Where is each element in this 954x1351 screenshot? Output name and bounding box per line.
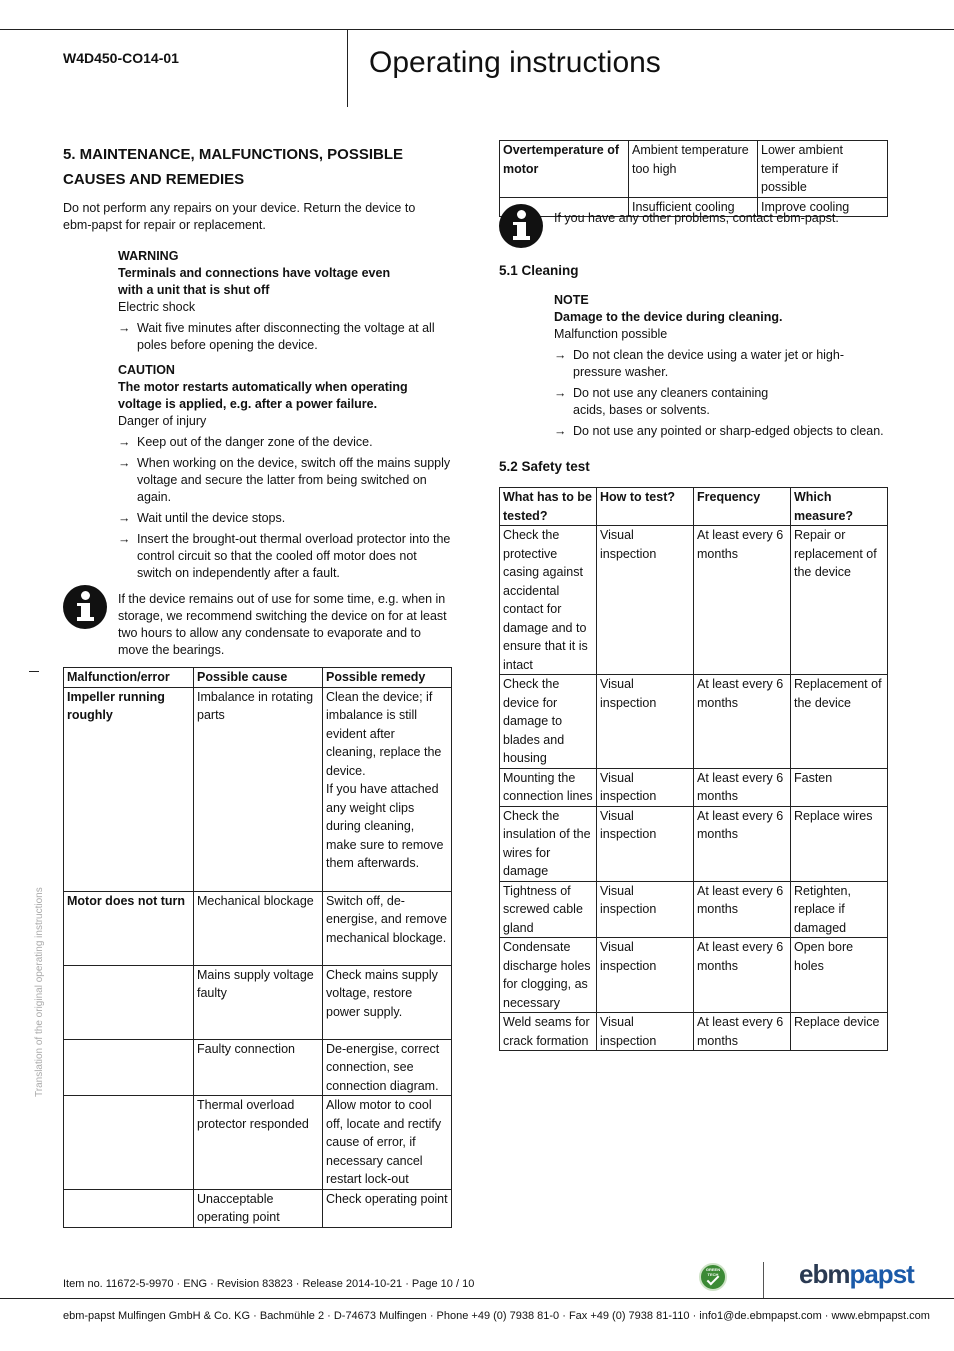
table-row: Check the device for damage to blades and housing Visual inspection At least every 6 months Replacement of the device — [500, 675, 888, 769]
warning-item: → Wait five minutes after disconnecting the voltage at all poles before opening the device. — [118, 321, 435, 352]
table-row: Mains supply voltage faulty Check mains supply voltage, restore power supply. — [64, 965, 452, 1039]
info-note: If the device remains out of use for some time, e.g. when in storage, we recommend switching the device on for at least two hours to allow any condensate to evaporate and to move the bearings. — [118, 592, 447, 657]
table-row: Tightness of screwed cable gland Visual inspection At least every 6 months Retighten, replace if damaged — [500, 881, 888, 938]
warning-effect: Electric shock — [118, 300, 196, 314]
footer-rule — [0, 1298, 954, 1299]
ebmpapst-logo: ebmpapst — [799, 1259, 914, 1289]
table-row: Overtemperature of motor Ambient temperature too high Lower ambient temperature if possible — [500, 141, 888, 198]
table-row: Unacceptable operating point Check operating point — [64, 1189, 452, 1227]
logo-divider — [763, 1262, 764, 1298]
caution-item: → Keep out of the danger zone of the device. — [118, 435, 373, 449]
caution-block — [118, 362, 453, 582]
note-title: Damage to the device during cleaning. — [554, 310, 783, 324]
table-row: Check the insulation of the wires for damage Visual inspection At least every 6 months Replace wires — [500, 806, 888, 881]
table-header-row: Malfunction/error Possible cause Possible remedy — [64, 668, 452, 688]
safety-heading: 5.2 Safety test — [499, 459, 590, 474]
cleaning-item: → Do not use any cleaners containing acids, bases or solvents. — [554, 386, 769, 417]
header-divider — [347, 29, 348, 107]
table-row: Insufficient cooling Improve cooling — [500, 197, 888, 217]
table-row: Mounting the connection lines Visual inspection At least every 6 months Fasten — [500, 768, 888, 806]
caution-item: → When working on the device, switch off the mains supply voltage and secure the latter from being switched on again. — [118, 456, 451, 504]
item-line: Item no. 11672-5-9970 · ENG · Revision 83823 · Release 2014-10-21 · Page 10 / 10 — [63, 1278, 475, 1290]
table-row: Check the protective casing against accidental contact for damage and to ensure that it is intact Visual inspection At least every 6 months Repair or replacement of the device — [500, 526, 888, 675]
safety-table — [499, 487, 888, 1051]
malfunction-table-continued — [499, 140, 888, 217]
contact-note: If you have any other problems, contact ebm-papst. — [554, 211, 839, 225]
left-column — [63, 142, 453, 582]
malfunction-table — [63, 667, 452, 1228]
info-icon — [63, 585, 107, 629]
caution-item: → Wait until the device stops. — [118, 511, 286, 525]
table-header-row: What has to be tested? How to test? Frequency Which measure? — [500, 488, 888, 526]
cleaning-item: → Do not use any pointed or sharp-edged objects to clean. — [554, 424, 884, 438]
intro-text: Do not perform any repairs on your device. Return the device to ebm-papst for repair or replacement. — [63, 201, 416, 232]
table-row: Motor does not turn Mechanical blockage Switch off, de-energise, and remove mechanical blockage. — [64, 891, 452, 965]
side-tick — [29, 671, 39, 672]
cleaning-note — [554, 292, 889, 440]
caution-item: → Insert the brought-out thermal overload protector into the control circuit so that the cooled off motor does not switch on independently after a fault. — [118, 532, 451, 580]
header-top-rule — [0, 29, 954, 30]
caution-label: CAUTION — [118, 363, 175, 377]
address-line: ebm-papst Mulfingen GmbH & Co. KG · Bachmühle 2 · D-74673 Mulfingen · Phone +49 (0) 7938 81-0 · Fax +49 (0) 7938 81-110 · info1@de.ebmpapst.com · www.ebmpapst.com — [63, 1310, 930, 1322]
note-label: NOTE — [554, 293, 589, 307]
caution-effect: Danger of injury — [118, 414, 207, 428]
warning-title: Terminals and connections have voltage even with a unit that is shut off — [118, 266, 391, 297]
note-effect: Malfunction possible — [554, 327, 668, 341]
side-label: Translation of the original operating instructions — [34, 887, 45, 1097]
table-row: Weld seams for crack formation Visual inspection At least every 6 months Replace device — [500, 1013, 888, 1051]
page-title: Operating instructions — [369, 46, 661, 79]
warning-label: WARNING — [118, 249, 179, 263]
warning-block — [118, 248, 453, 354]
table-row: Thermal overload protector responded Allow motor to cool off, locate and rectify cause of error, if necessary cancel restart lock-out — [64, 1096, 452, 1190]
table-row: Faulty connection De-energise, correct connection, see connection diagram. — [64, 1039, 452, 1096]
model-number: W4D450-CO14-01 — [63, 50, 179, 66]
cleaning-heading: 5.1 Cleaning — [499, 263, 579, 278]
table-row: Condensate discharge holes for clogging, as necessary Visual inspection At least every 6 months Open bore holes — [500, 938, 888, 1013]
green-tech-icon: GREEN TECH — [699, 1263, 727, 1291]
info-icon — [499, 204, 543, 248]
table-row: Impeller running roughly Imbalance in rotating parts Clean the device; if imbalance is still evident after cleaning, replace the device. If you have attached any weight clips during cleaning, make sure to remove them afterwards. — [64, 687, 452, 891]
section-heading: 5. MAINTENANCE, MALFUNCTIONS, POSSIBLE CAUSES AND REMEDIES — [63, 146, 404, 188]
cleaning-item: → Do not clean the device using a water jet or high-pressure washer. — [554, 348, 844, 379]
caution-title: The motor restarts automatically when operating voltage is applied, e.g. after a power failure. — [118, 380, 408, 411]
